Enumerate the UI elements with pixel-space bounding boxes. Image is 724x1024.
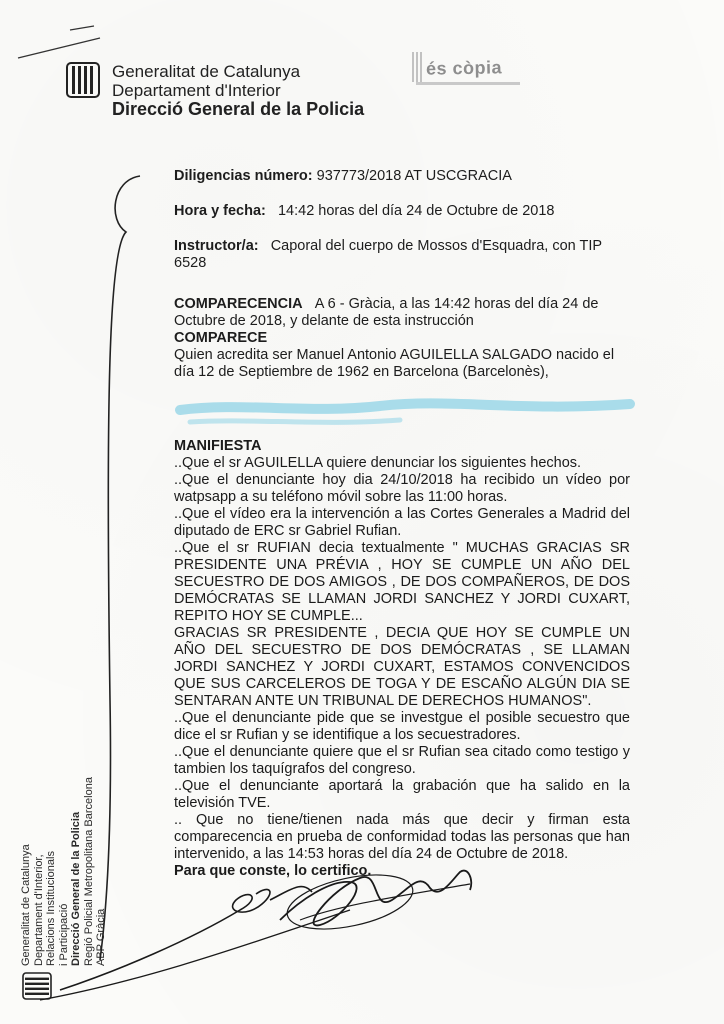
statement-3: ..Que el vídeo era la intervención a las Cortes Generales a Madrid del diputado de ERC sr Gabriel Rufian. [174,506,630,539]
copy-stamp-text: és còpia [425,57,503,79]
catalonia-emblem-small-icon [22,972,52,1000]
statement-5: GRACIAS SR PRESIDENTE , DECIA QUE HOY SE CUMPLE UN AÑO DEL SECUESTRO DE DOS DEMÓCRATAS , SE LLAMAN JORDI SANCHEZ Y JORDI CUXART, ESTAMOS CONVENCIDOS QUE SUS CARCELEROS DE TOGA Y DE ESCAÑO ALGÚN DIA SE SENTARAN ANTE UN TRIBUNAL DE DERECHOS HUMANOS". [174,625,630,709]
instructor-tip: 6528 [174,255,207,271]
statement-7: ..Que el denunciante quiere que el sr Rufian sea citado como testigo y tambien los taquígrafos del congreso. [174,744,630,777]
case-details [174,168,630,381]
directorate-name: Direcció General de la Policia [112,99,365,119]
manifiesta-heading: MANIFIESTA [174,438,262,454]
statement-4: ..Que el sr RUFIAN decia textualmente " MUCHAS GRACIAS SR PRESIDENTE UNA PRÉVIA , HOY SE CUMPLE UN AÑO DEL SECUESTRO DE DOS AMIGOS , DE DOS COMPAÑEROS, DE DOS DEMÓCRATAS SE LLAMAN JORDI SANCHEZ Y JORDI CUXART, REPITO HOY SE CUMPLE... [174,540,630,624]
org-name: Generalitat de Catalunya [112,62,301,81]
statement-9: .. Que no tiene/tienen nada más que decir y firman esta comparecencia en prueba de conformidad todas las personas que han intervenido, a las 14:53 horas del día 24 de Octubre de 2018. [174,812,630,862]
comparecencia-text-2: Octubre de 2018, y delante de esta instrucción [174,313,474,329]
instructor-label: Instructor/a: [174,238,259,254]
department-name: Departament d'Interior [112,81,281,100]
side-stamp-line-3: Relacions Institucionals [45,851,57,966]
instructor-value: Caporal del cuerpo de Mossos d'Esquadra, con TIP [270,238,603,254]
side-stamp-line-2: Departament d'Interior, [32,854,45,966]
comparecencia-label: COMPARECENCIA [174,296,303,312]
side-stamp-line-5: Direcció General de la Policia [70,811,82,966]
side-stamp-line-7: ABP Gràcia [95,908,107,966]
comparecencia-text-1: A 6 - Gràcia, a las 14:42 horas del día 24 de [314,296,599,312]
manifiesta-section [174,438,630,880]
side-stamp-line-6: Regió Policial Metropolitana Barcelona [82,777,95,966]
comparece-label: COMPARECE [174,330,268,346]
statement-6: ..Que el denunciante pide que se investgue el posible secuestro que dice el sr Rufian y se identifique a los secuestradores. [174,710,630,743]
side-official-stamp [20,740,110,1000]
copy-stamp [412,52,522,86]
quien-text-2: día 12 de Septiembre de 1962 en Barcelona (Barcelonès), [174,364,549,380]
diligencias-value: 937773/2018 AT USCGRACIA [316,168,512,184]
hora-label: Hora y fecha: [174,203,266,219]
quien-text-1: Quien acredita ser Manuel Antonio AGUILELLA SALGADO nacido el [174,347,615,363]
side-stamp-line-4: i Participació [57,903,70,966]
side-stamp-line-1: Generalitat de Catalunya [20,844,32,966]
redaction-marks [160,392,640,432]
diligencias-label: Diligencias número: [174,168,313,184]
closing-certification: Para que conste, lo certifico. [174,863,372,879]
statement-8: ..Que el denunciante aportará la grabación que ha salido en la televisión TVE. [174,778,630,811]
statement-2: ..Que el denunciante hoy dia 24/10/2018 ha recibido un vídeo por watpsapp a su teléfono móvil sobre las 11:00 horas. [174,472,630,505]
statement-1: ..Que el sr AGUILELLA quiere denunciar los siguientes hechos. [174,455,582,471]
hora-value: 14:42 horas del día 24 de Octubre de 2018 [277,203,555,219]
catalonia-emblem-icon [66,62,100,98]
letterhead [66,58,406,128]
